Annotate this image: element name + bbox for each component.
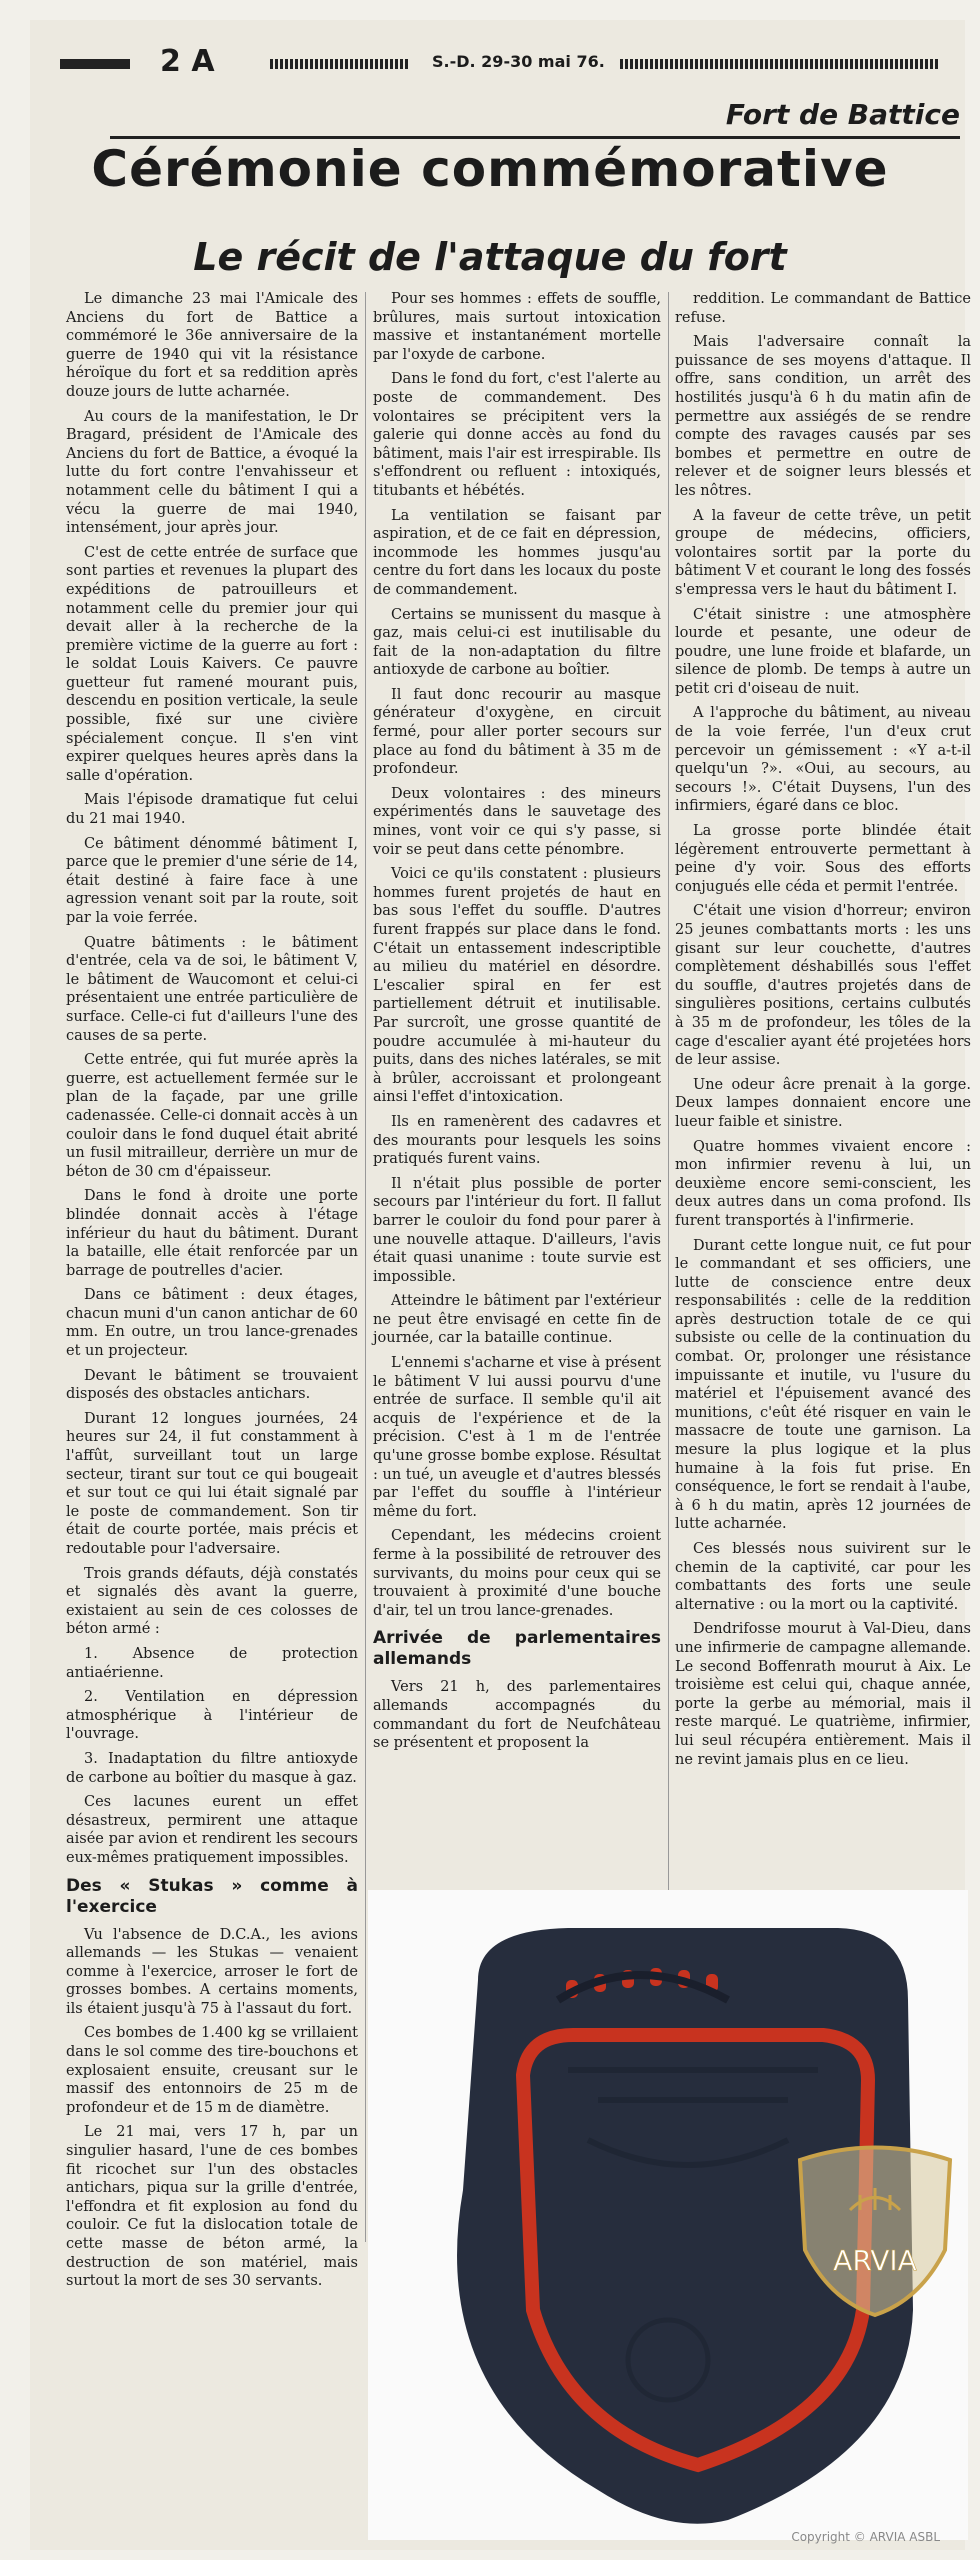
page-header — [60, 44, 940, 79]
paragraph: Ils en ramenèrent des cadavres et des mourants pour lesquels les soins pratiqués furent vains. — [373, 1113, 661, 1168]
paragraph: Le 21 mai, vers 17 h, par un singulier hasard, l'une de ces bombes fit ricochet sur l'un des obstacles antichars, piqua sur la grille d'entrée, l'effondra et fit explosion au fond du couloir. Ce fut la dislocation totale de cette masse de béton armé, la destruction de son matériel, mais surtout la mort de ses 30 servants. — [66, 2124, 358, 2290]
logo-text: ARVIA — [833, 2244, 917, 2277]
paragraph: C'était sinistre : une atmosphère lourde et pesante, une odeur de poudre, une lune froide et blafarde, un silence de plomb. De temps à autre un petit cri d'oiseau de nuit. — [675, 606, 971, 697]
paragraph: Dendrifosse mourut à Val-Dieu, dans une infirmerie de campagne allemande. Le second Boffenrath mourut à Aix. Le troisième est celui qui, chaque année, porte la gerbe au mémorial, mais il reste marqué. Le quatrième, infirmier, lui seul récupéra entièrement. Mais il ne revint jamais plus en ce lieu. — [675, 1621, 971, 1768]
paragraph: Durant 12 longues journées, 24 heures sur 24, il fut constamment à l'affût, surveillant tout un large secteur, tirant sur tout ce qui bougeait et sur tout ce qui lui était signalé par le poste de commandement. Son tir était de courte portée, mais précis et redoutable pour l'adversaire. — [66, 1410, 358, 1557]
article-column-3 — [675, 290, 971, 1890]
paragraph: Au cours de la manifestation, le Dr Bragard, président de l'Amicale des Anciens du fort de Battice, a évoqué la lutte du fort contre l'envahisseur et notamment celle du bâtiment I qui a vécu la guerre de mai 1940, intensément, jour après jour. — [66, 408, 358, 537]
headline: Cérémonie commémorative — [91, 140, 889, 198]
header-rule — [620, 59, 940, 69]
paragraph: C'était une vision d'horreur; environ 25 jeunes combattants morts : les uns gisant sur leur couchette, d'autres complètement déshabillés sous l'effet du souffle, d'autres projetés dans de singulières positions, certains culbutés à 35 m de profondeur, les tôles de la cage d'escalier ayant été projetées hors de leur assise. — [675, 903, 971, 1069]
paragraph: Deux volontaires : des mineurs expérimentés dans le sauvetage des mines, vont voir ce qui s'y passe, si voir se peut dans cette pénombre. — [373, 785, 661, 858]
paragraph: 2. Ventilation en dépression atmosphérique à l'intérieur de l'ouvrage. — [66, 1689, 358, 1743]
paragraph: Il n'était plus possible de porter secours par l'intérieur du fort. Il fallut barrer le couloir du fond pour parer à une nouvelle attaque. D'ailleurs, l'avis était quasi unanime : toute survie est impossible. — [373, 1175, 661, 1285]
paragraph: Quatre hommes vivaient encore : mon infirmier revenu à lui, un deuxième encore semi-conscient, les deux autres dans un coma profond. Ils furent transportés à l'infirmerie. — [675, 1138, 971, 1229]
paragraph: Dans le fond du fort, c'est l'alerte au poste de commandement. Des volontaires se précipitent vers la galerie qui donne accès au fond du bâtiment, mais l'air est irrespirable. Ils s'effondrent ou refluent : intoxiqués, titubants et hébétés. — [373, 371, 661, 499]
kicker: Fort de Battice — [725, 98, 960, 131]
paragraph: A l'approche du bâtiment, au niveau de la voie ferrée, l'un d'eux crut percevoir un gémissement : «Y a-t-il quelqu'un ?». «Oui, au secours, au secours !». C'était Duysens, l'un des infirmiers, égaré dans ce bloc. — [675, 705, 971, 815]
paragraph: Cette entrée, qui fut murée après la guerre, est actuellement fermée sur le plan de la façade, par une grille cadenassée. Celle-ci donnait accès à un couloir dans le fond duquel était abrité un fusil mitrailleur, derrière un mur de béton de 30 cm d'épaisseur. — [66, 1052, 358, 1180]
paragraph: L'ennemi s'acharne et vise à présent le bâtiment V lui aussi pourvu d'une entrée de surface. Il semble qu'il ait acquis de l'expérience et de la précision. C'est à 1 m de l'entrée qu'une grosse bombe explose. Résultat : un tué, un aveugle et d'autres blessés par l'effet du souffle à l'intérieur même du fort. — [373, 1355, 661, 1520]
paragraph: Le dimanche 23 mai l'Amicale des Anciens du fort de Battice a commémoré le 36e anniversaire de la guerre de 1940 qui vit la résistance héroïque du fort et sa reddition après douze jours de lutte acharnée. — [66, 291, 358, 400]
page-number: 2 A — [160, 44, 215, 79]
article-column-1 — [66, 290, 358, 2290]
paragraph: La ventilation se faisant par aspiration, et de ce fait en dépression, incommode les hommes jusqu'au centre du fort dans les locaux du poste de commandement. — [373, 507, 661, 598]
arvia-logo — [790, 2140, 960, 2320]
paragraph: C'est de cette entrée de surface que sont parties et revenues la plupart des expéditions de patrouilleurs et notamment celle du premier jour qui devait aller à la recherche de la première victime de la guerre au fort : le soldat Louis Kaivers. Ce pauvre guetteur fut ramené mourant puis, descendu en position verticale, la seule possible, fixé sur une civière spécialement conçue. Il s'en vint expirer quelques heures après dans la salle d'opération. — [66, 544, 358, 784]
arvia-shield-icon — [790, 2140, 960, 2320]
paragraph: Durant cette longue nuit, ce fut pour le commandant et ses officiers, une lutte de conscience entre deux responsabilités : celle de la reddition après destruction totale de ce qui subsiste ou celle de la continuation du combat. Or, prolonger une résistance impuissante et inutile, vu l'usure du matériel et l'épuisement avancé des munitions, c'eût été risquer en vain le massacre de toute une garnison. La mesure la plus logique et la plus humaine à la fois fut prise. En conséquence, le fort se rendait à l'aube, à 6 h du matin, après 12 journées de lutte acharnée. — [675, 1237, 971, 1533]
paragraph: Ces blessés nous suivirent sur le chemin de la captivité, car pour les combattants des forts une seule alternative : ou la mort ou la captivité. — [675, 1541, 971, 1613]
paragraph: Une odeur âcre prenait à la gorge. Deux lampes donnaient encore une lueur faible et sinistre. — [675, 1076, 971, 1130]
title-rule — [110, 136, 960, 139]
paragraph: Dans le fond à droite une porte blindée donnait accès à l'étage inférieur du haut du bâtiment. Durant la bataille, elle était renforcée par un barrage de poutrelles d'acier. — [66, 1188, 358, 1279]
paragraph: Vers 21 h, des parlementaires allemands accompagnés du commandant du fort de Neufchâteau se présentent et proposent la — [373, 1679, 661, 1752]
copyright-notice: Copyright © ARVIA ASBL — [791, 2530, 940, 2544]
paragraph: Mais l'épisode dramatique fut celui du 21 mai 1940. — [66, 792, 358, 828]
paragraph: Devant le bâtiment se trouvaient disposés des obstacles antichars. — [66, 1367, 358, 1403]
section-heading-parlementaires: Arrivée de parlementaires allemands — [373, 1628, 661, 1670]
paragraph: Voici ce qu'ils constatent : plusieurs hommes furent projetés de haut en bas sous l'effet du souffle. D'autres furent frappés sur place dans le fond. C'était un entassement indescriptible au milieu du matériel en désordre. L'escalier spiral en fer est partiellement détruit et inutilisable. Par surcroît, une grosse quantité de poudre accumulée à mi-hauteur du puits, dans des niches latérales, se mit à brûler, accroissant et prolongeant ainsi l'effet d'intoxication. — [373, 866, 661, 1106]
column-1b-paragraphs — [66, 1926, 358, 2291]
column-1-paragraphs — [66, 290, 358, 1868]
paragraph: Certains se munissent du masque à gaz, mais celui-ci est inutilisable du fait de la non-adaptation du filtre antioxyde de carbone au boîtier. — [373, 606, 661, 679]
paragraph: Pour ses hommes : effets de souffle, brûlures, mais surtout intoxication massive et instantanément mortelle par l'oxyde de carbone. — [373, 291, 661, 363]
paragraph: Mais l'adversaire connaît la puissance de ses moyens d'attaque. Il offre, sans condition, un arrêt des hostilités jusqu'à 6 h du matin afin de permettre aux assiégés de se rendre compte des ravages causés par ses bombes et permettre en outre de relever et de soigner leurs blessés et les nôtres. — [675, 334, 971, 499]
paragraph: Atteindre le bâtiment par l'extérieur ne peut être envisagé en cette fin de journée, car la bataille continue. — [373, 1293, 661, 1347]
paragraph: Cependant, les médecins croient ferme à la possibilité de retrouver des survivants, du moins pour ceux qui se trouvaient à proximité d'une bouche d'air, tel un trou lance-grenades. — [373, 1528, 661, 1619]
subheadline: Le récit de l'attaque du fort — [193, 235, 787, 279]
paragraph: A la faveur de cette trêve, un petit groupe de médecins, officiers, volontaires sortit par la porte du bâtiment V et courant le long des fossés s'empressa vers le haut du bâtiment I. — [675, 507, 971, 598]
paragraph: 1. Absence de protection antiaérienne. — [66, 1645, 358, 1681]
paragraph: 3. Inadaptation du filtre antioxyde de carbone au boîtier du masque à gaz. — [66, 1750, 358, 1786]
paragraph: Trois grands défauts, déjà constatés et signalés dès avant la guerre, existaient au sein de ces colosses de béton armé : — [66, 1565, 358, 1638]
column-divider — [365, 292, 366, 2242]
paragraph: reddition. Le commandant de Battice refuse. — [675, 291, 971, 326]
paragraph: Ce bâtiment dénommé bâtiment I, parce que le premier d'une série de 14, était destiné à faire face à une agression venant soit par la route, soit par la voie ferrée. — [66, 835, 358, 926]
column-2b-paragraphs — [373, 1678, 661, 1752]
paragraph: La grosse porte blindée était légèrement entrouverte permettant à peine d'y voir. Sous des efforts conjugués elle céda et permit l'entrée. — [675, 823, 971, 895]
header-rule — [270, 59, 410, 69]
column-2-paragraphs — [373, 290, 661, 1620]
column-divider — [668, 292, 669, 1892]
paragraph: Dans ce bâtiment : deux étages, chacun muni d'un canon antichar de 60 mm. En outre, un trou lance-grenades et un projecteur. — [66, 1287, 358, 1360]
paragraph: Quatre bâtiments : le bâtiment d'entrée, cela va de soi, le bâtiment V, le bâtiment de Waucomont et celui-ci présentaient une entrée particulière de surface. Celle-ci fut d'ailleurs l'une des causes de sa perte. — [66, 934, 358, 1044]
header-rule — [60, 59, 130, 69]
paragraph: Vu l'absence de D.C.A., les avions allemands — les Stukas — venaient comme à l'exercice, arroser le fort de grosses bombes. A certains moments, ils étaient jusqu'à 75 à l'assaut du fort. — [66, 1926, 358, 2017]
paragraph: Ces bombes de 1.400 kg se vrillaient dans le sol comme des tire-bouchons et explosaient ensuite, creusant sur le massif des entonnoirs de 25 m de profondeur et de 15 m de diamètre. — [66, 2025, 358, 2116]
article-column-2 — [373, 290, 661, 1760]
column-3-paragraphs — [675, 290, 971, 1769]
section-heading-stukas: Des « Stukas » comme à l'exercice — [66, 1875, 358, 1917]
paragraph: Il faut donc recourir au masque générateur d'oxygène, en circuit fermé, pour aller porter secours sur place au fond du bâtiment à 35 m de profondeur. — [373, 686, 661, 778]
issue-date: S.-D. 29-30 mai 76. — [432, 52, 605, 71]
paragraph: Ces lacunes eurent un effet désastreux, permirent une attaque aisée par avion et rendirent les secours eux-mêmes pratiquement impossibles. — [66, 1794, 358, 1866]
